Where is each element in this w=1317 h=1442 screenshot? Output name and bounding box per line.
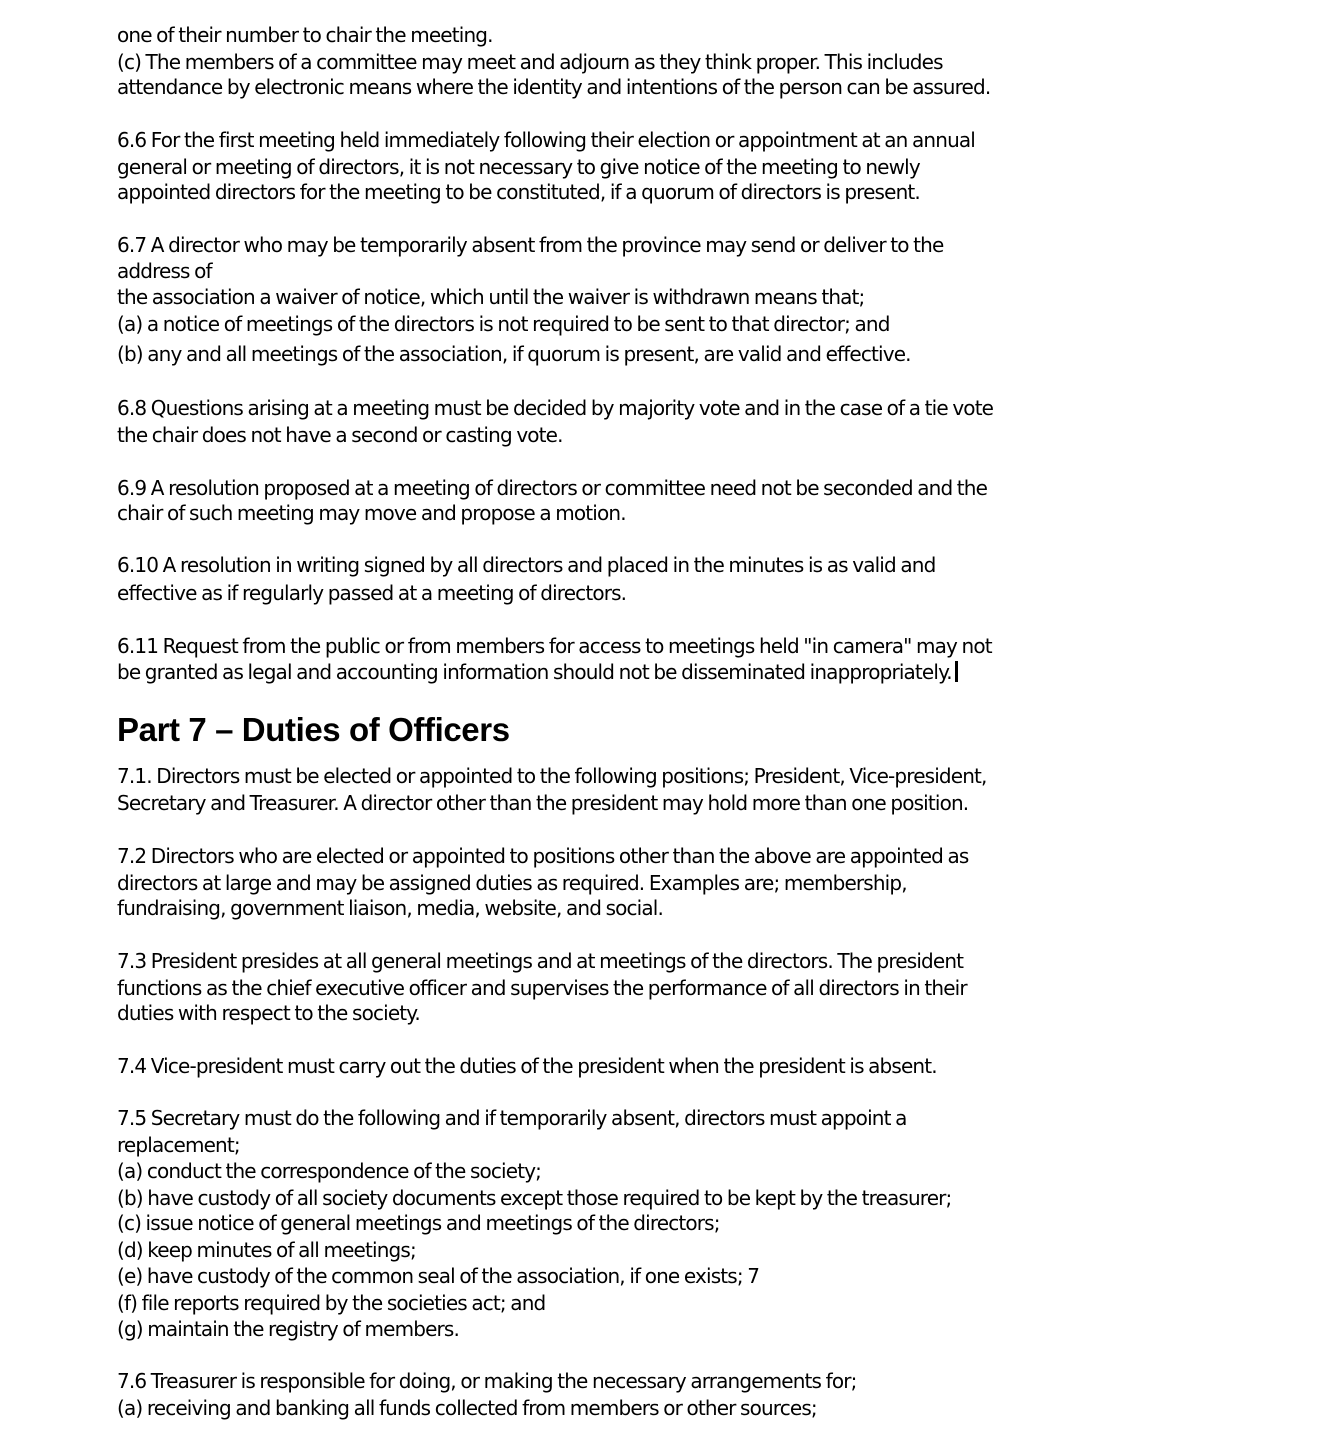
text-line: 6.8 Questions arising at a meeting must be decided by majority vote and in the case of a tie vote — [117, 396, 994, 420]
text-line: replacement; — [117, 1133, 240, 1157]
text-line: (f) file reports required by the societies act; and — [117, 1291, 546, 1315]
text-line: 6.9 A resolution proposed at a meeting of directors or committee need not be seconded and the — [117, 476, 988, 500]
text-line: 7.4 Vice-president must carry out the duties of the president when the president is absent. — [117, 1054, 937, 1078]
text-line: 6.7 A director who may be temporarily absent from the province may send or deliver to the — [117, 233, 944, 257]
text-line: chair of such meeting may move and propose a motion. — [117, 501, 626, 525]
text-line: 6.6 For the first meeting held immediately following their election or appointment at an annual — [117, 128, 976, 152]
text-line: address of — [117, 259, 212, 283]
text-line: 7.1. Directors must be elected or appointed to the following positions; President, Vice-president, — [117, 764, 987, 788]
text-line: 7.2 Directors who are elected or appointed to positions other than the above are appointed as — [117, 844, 969, 868]
text-line: (b) have custody of all society documents except those required to be kept by the treasurer; — [117, 1186, 952, 1210]
text-line: 7.3 President presides at all general meetings and at meetings of the directors. The president — [117, 949, 964, 973]
text-line: (a) receiving and banking all funds collected from members or other sources; — [117, 1396, 817, 1420]
text-line: (d) keep minutes of all meetings; — [117, 1238, 416, 1262]
text-line: one of their number to chair the meeting. — [117, 23, 493, 47]
text-line: (b) any and all meetings of the association, if quorum is present, are valid and effective. — [117, 342, 911, 366]
text-line: (a) conduct the correspondence of the society; — [117, 1159, 542, 1183]
text-line: (c) issue notice of general meetings and meetings of the directors; — [117, 1211, 720, 1235]
text-line: 6.11 Request from the public or from members for access to meetings held "in camera" may not — [117, 634, 992, 658]
section-heading: Part 7 – Duties of Officers — [117, 711, 510, 748]
text-line: Secretary and Treasurer. A director other than the president may hold more than one position. — [117, 791, 969, 815]
text-line: effective as if regularly passed at a meeting of directors. — [117, 581, 627, 605]
text-line: 6.10 A resolution in writing signed by all directors and placed in the minutes is as valid and — [117, 553, 936, 577]
text-line: be granted as legal and accounting information should not be disseminated inappropriately. — [117, 660, 952, 684]
text-line: the association a waiver of notice, which until the waiver is withdrawn means that; — [117, 285, 865, 309]
text-line: (a) a notice of meetings of the directors is not required to be sent to that director; and — [117, 312, 890, 336]
text-line: (c) The members of a committee may meet and adjourn as they think proper. This includes — [117, 50, 943, 74]
text-line: (g) maintain the registry of members. — [117, 1317, 459, 1341]
text-cursor — [955, 661, 958, 682]
text-line: functions as the chief executive officer and supervises the performance of all directors in their — [117, 976, 967, 1000]
text-line-with-cursor[interactable] — [117, 659, 958, 685]
text-line: appointed directors for the meeting to be constituted, if a quorum of directors is present. — [117, 180, 920, 204]
text-line: 7.5 Secretary must do the following and if temporarily absent, directors must appoint a — [117, 1106, 907, 1130]
text-line: the chair does not have a second or casting vote. — [117, 423, 563, 447]
text-line: fundraising, government liaison, media, website, and social. — [117, 896, 664, 920]
text-line: duties with respect to the society. — [117, 1001, 420, 1025]
text-line: 7.6 Treasurer is responsible for doing, or making the necessary arrangements for; — [117, 1369, 857, 1393]
text-line: general or meeting of directors, it is not necessary to give notice of the meeting to newly — [117, 155, 920, 179]
text-line: (e) have custody of the common seal of the association, if one exists; 7 — [117, 1264, 760, 1288]
text-line: attendance by electronic means where the identity and intentions of the person can be assured. — [117, 75, 991, 99]
text-line: directors at large and may be assigned duties as required. Examples are; membership, — [117, 871, 907, 895]
